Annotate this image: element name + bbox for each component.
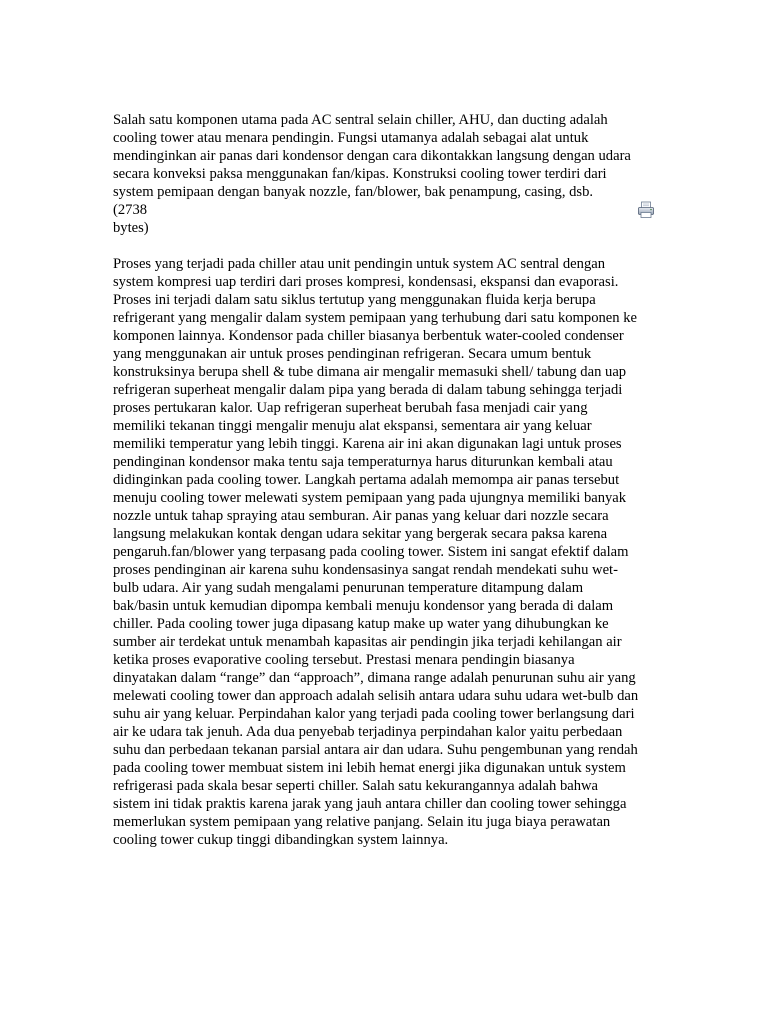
intro-text-line: system pemipaan dengan banyak nozzle, fan/blower, bak penampung, casing, dsb. [113,184,594,200]
process-text-line: suhu air yang keluar. Perpindahan kalor yang terjadi pada cooling tower berlangsung dari [113,706,635,722]
process-text-line: pada cooling tower membuat sistem ini lebih hemat energi jika digunakan untuk system [113,760,626,776]
process-text-line: memiliki temperatur yang lebih tinggi. Karena air ini akan digunakan lagi untuk proses [113,436,622,452]
process-text-line: sistem ini tidak praktis karena jarak yang jauh antara chiller dan cooling tower sehingga [113,796,627,812]
process-text-line: suhu dan perbedaan tekanan parsial antara air dan udara. Suhu pengembunan yang rendah [113,742,638,758]
process-text-line: bak/basin untuk kemudian dipompa kembali menuju kondensor yang berada di dalam [113,598,614,614]
process-text-line: proses pendinginan air karena suhu kondensasinya sangat rendah mendekati suhu wet- [113,562,618,578]
process-text-line: proses pertukaran kalor. Uap refrigeran superheat berubah fasa menjadi cair yang [113,400,588,416]
printer-icon[interactable] [637,201,655,219]
process-text-line: nozzle untuk tahap spraying atau semburan. Air panas yang keluar dari nozzle secara [113,508,609,524]
process-text-line: air ke udara tak jenuh. Ada dua penyebab terjadinya perpindahan kalor yaitu perbedaan [113,724,623,740]
intro-text-line: Salah satu komponen utama pada AC sentral selain chiller, AHU, dan ducting adalah [113,112,608,128]
process-text-line: system kompresi uap terdiri dari proses kompresi, kondensasi, ekspansi dan evaporasi. [113,274,619,290]
process-text-line: refrigeran superheat mengalir dalam pipa yang berada di dalam tabung sehingga terjadi [113,382,623,398]
process-text-line: menuju cooling tower melewati system pemipaan yang pada ujungnya memiliki banyak [113,490,627,506]
process-text-line: sumber air terdekat untuk menambah kapasitas air pendingin jika terjadi kehilangan air [113,634,622,650]
file-size-value: (2738 [113,202,148,218]
process-text-line: didinginkan pada cooling tower. Langkah pertama adalah memompa air panas tersebut [113,472,620,488]
process-text-line: memerlukan system pemipaan yang relative panjang. Selain itu juga biaya perawatan [113,814,611,830]
process-text-line: ketika proses evaporative cooling tersebut. Prestasi menara pendingin biasanya [113,652,575,668]
process-text-line: refrigerant yang mengalir dalam system pemipaan yang terhubung dari satu komponen ke [113,310,637,326]
process-text-line: refrigerasi pada skala besar seperti chiller. Salah satu kekurangannya adalah bahwa [113,778,599,794]
process-text-line: komponen lainnya. Kondensor pada chiller biasanya berbentuk water-cooled condenser [113,328,624,344]
intro-text-line: secara konveksi paksa menggunakan fan/kipas. Konstruksi cooling tower terdiri dari [113,166,607,182]
process-text-line: bulb udara. Air yang sudah mengalami penurunan temperature ditampung dalam [113,580,584,596]
process-text-line: pendinginan kondensor maka tentu saja temperaturnya harus diturunkan kembali atau [113,454,613,470]
intro-text-line: mendinginkan air panas dari kondensor dengan cara dikontakkan langsung dengan udara [113,148,631,164]
process-text-line: cooling tower cukup tinggi dibandingkan system lainnya. [113,832,449,848]
process-text-line: pengaruh.fan/blower yang terpasang pada cooling tower. Sistem ini sangat efektif dalam [113,544,629,560]
process-text-line: dinyatakan dalam “range” dan “approach”, dimana range adalah penurunan suhu air yang [113,670,636,686]
file-size-unit: bytes) [113,220,149,236]
process-text-line: Proses ini terjadi dalam satu siklus tertutup yang menggunakan fluida kerja berupa [113,292,596,308]
paragraph-cooling-tower-intro [113,111,658,201]
process-text-line: langsung melakukan kontak dengan udara sekitar yang bergerak secara paksa karena [113,526,608,542]
process-text-line: chiller. Pada cooling tower juga dipasang katup make up water yang dihubungkan ke [113,616,609,632]
intro-text-line: cooling tower atau menara pendingin. Fungsi utamanya adalah sebagai alat untuk [113,130,589,146]
process-text-line: konstruksinya berupa shell & tube dimana air mengalir memasuki shell/ tabung dan uap [113,364,627,380]
file-size-row [113,201,658,237]
process-text-line: Proses yang terjadi pada chiller atau unit pendingin untuk system AC sentral dengan [113,256,606,272]
paragraph-spacer [113,237,658,255]
paragraph-chiller-process [113,255,658,849]
process-text-line: yang menggunakan air untuk proses pendinginan refrigeran. Secara umum bentuk [113,346,592,362]
process-text-line: memiliki tekanan tinggi mengalir menuju alat ekspansi, sementara air yang keluar [113,418,592,434]
document-page [113,111,658,849]
process-text-line: melewati cooling tower dan approach adalah selisih antara udara suhu udara wet-bulb dan [113,688,639,704]
